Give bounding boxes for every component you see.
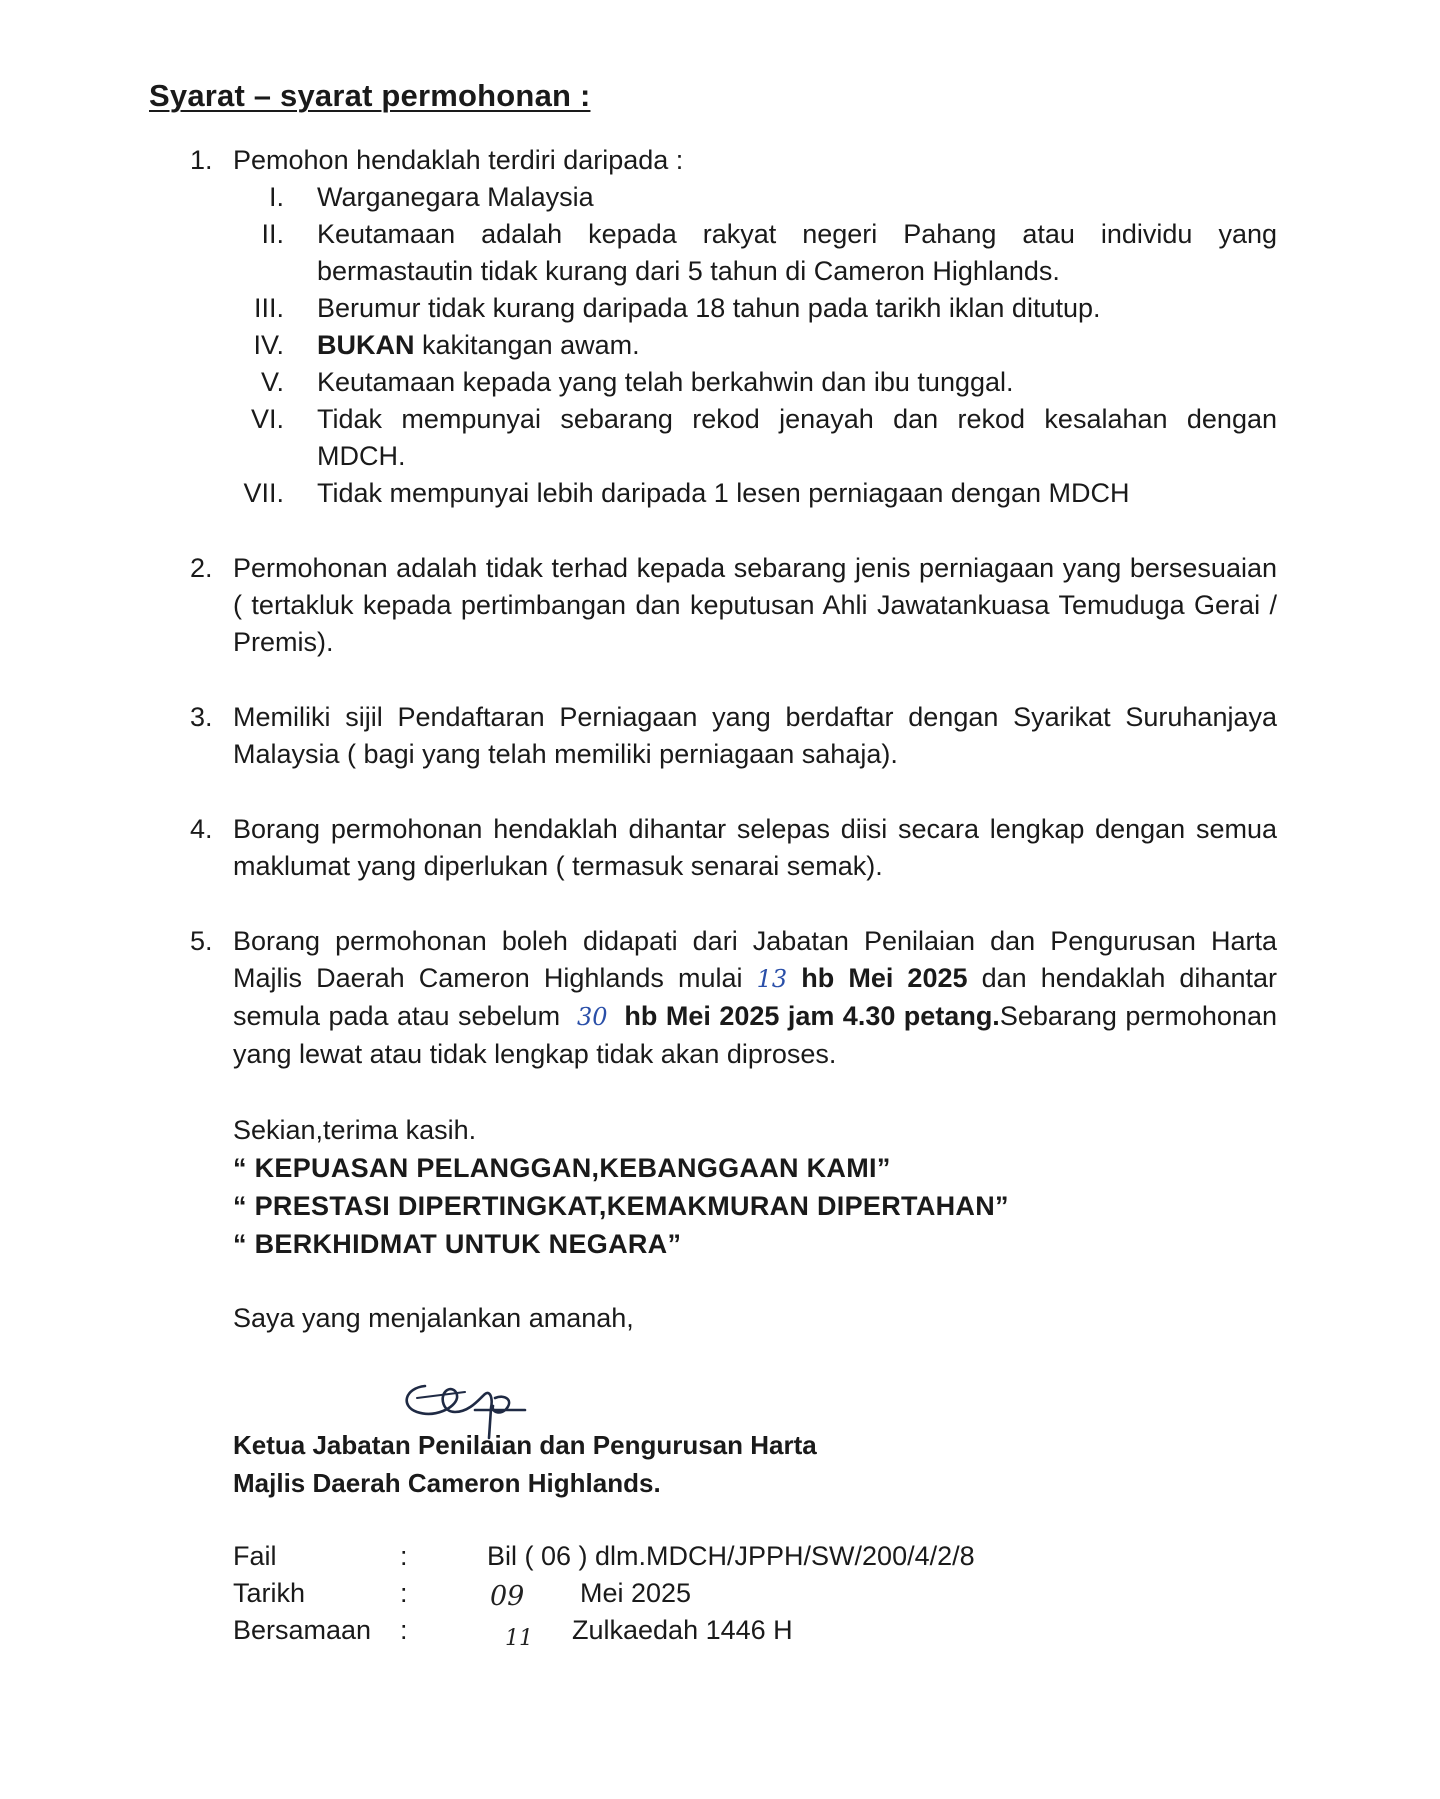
subitem-4-rest: kakitangan awam. [414,330,640,360]
page-title: Syarat – syarat permohonan : [149,78,591,113]
item-5-text [233,923,1277,1073]
subitem-5-roman: V. [260,367,284,397]
bersamaan-day-handwritten: 11 [505,1626,533,1651]
fail-label: Fail [233,1541,277,1571]
motto-1: “ KEPUASAN PELANGGAN,KEBANGGAAN KAMI” [233,1153,891,1183]
item-2-number: 2. [190,553,213,583]
item-1-number: 1. [190,145,213,175]
subitem-1-roman: I. [268,182,284,212]
item-5-number: 5. [190,926,213,956]
tarikh-label: Tarikh [233,1578,306,1608]
subitem-4-roman: IV. [253,330,284,360]
item-1-text: Pemohon hendaklah terdiri daripada : [233,145,684,175]
item-3-number: 3. [190,702,213,732]
item-2-text: Permohonan adalah tidak terhad kepada sebarang jenis perniagaan yang bersesuaian ( tertakluk kepada pertimbangan dan keputusan Ahli Jawatankuasa Temuduga Gerai / Premis). [233,553,1277,657]
item-5-start-date: hb Mei 2025 [801,963,968,993]
subitem-4-text [317,327,1277,364]
tarikh-day-handwritten: 09 [490,1581,525,1612]
subitem-5-text: Keutamaan kepada yang telah berkahwin dan ibu tunggal. [317,367,1014,397]
tarikh-value: Mei 2025 [580,1578,692,1608]
end-day-handwritten: 30 [576,1003,608,1031]
fail-colon: : [400,1541,408,1571]
motto-3: “ BERKHIDMAT UNTUK NEGARA” [233,1229,682,1259]
item-3-text: Memiliki sijil Pendaftaran Perniagaan yang berdaftar dengan Syarikat Suruhanjaya Malaysia ( bagi yang telah memiliki perniagaan sahaja). [233,702,1277,769]
item-5-part3: dan hendaklah dihantar semula pada atau sebelum [233,963,1277,1031]
item-4-text: Borang permohonan hendaklah dihantar selepas diisi secara lengkap dengan semua maklumat yang diperlukan ( termasuk senarai semak). [233,814,1277,881]
subitem-7-text: Tidak mempunyai lebih daripada 1 lesen perniagaan dengan MDCH [317,478,1130,508]
signatory-organisation: Majlis Daerah Cameron Highlands. [233,1468,661,1498]
subitem-1-text: Warganegara Malaysia [317,182,594,212]
subitem-6-roman: VI. [250,404,284,434]
subitem-7-roman: VII. [243,478,284,508]
subitem-6-text: Tidak mempunyai sebarang rekod jenayah dan rekod kesalahan dengan MDCH. [317,404,1277,471]
subitem-2-text: Keutamaan adalah kepada rakyat negeri Pahang atau individu yang bermastautin tidak kurang dari 5 tahun di Cameron Highlands. [317,219,1277,286]
subitem-2-roman: II. [261,219,284,249]
signatory-title: Ketua Jabatan Penilaian dan Pengurusan Harta [233,1430,817,1460]
item-4-number: 4. [190,814,213,844]
item-5-part5: Sebarang permohonan yang lewat atau tidak lengkap tidak akan diproses. [233,1001,1277,1069]
subitem-3-text: Berumur tidak kurang daripada 18 tahun pada tarikh iklan ditutup. [317,293,1101,323]
closing-text: Sekian,terima kasih. [233,1115,477,1145]
item-5-end-date: hb Mei 2025 jam 4.30 petang. [624,1001,1000,1031]
subitem-4-bold: BUKAN [317,330,415,360]
subitem-3-roman: III. [253,293,284,323]
bersamaan-colon: : [400,1615,408,1645]
fail-value: Bil ( 06 ) dlm.MDCH/JPPH/SW/200/4/2/8 [487,1541,975,1571]
motto-2: “ PRESTASI DIPERTINGKAT,KEMAKMURAN DIPERTAHAN” [233,1191,1009,1221]
start-day-handwritten: 13 [756,965,788,993]
item-5-part1: Borang permohonan boleh didapati dari Jabatan Penilaian dan Pengurusan Harta Majlis Daerah Cameron Highlands mulai [233,926,1277,993]
trust-text: Saya yang menjalankan amanah, [233,1303,634,1333]
bersamaan-label: Bersamaan [233,1615,372,1645]
bersamaan-value: Zulkaedah 1446 H [572,1615,793,1645]
tarikh-colon: : [400,1578,408,1608]
